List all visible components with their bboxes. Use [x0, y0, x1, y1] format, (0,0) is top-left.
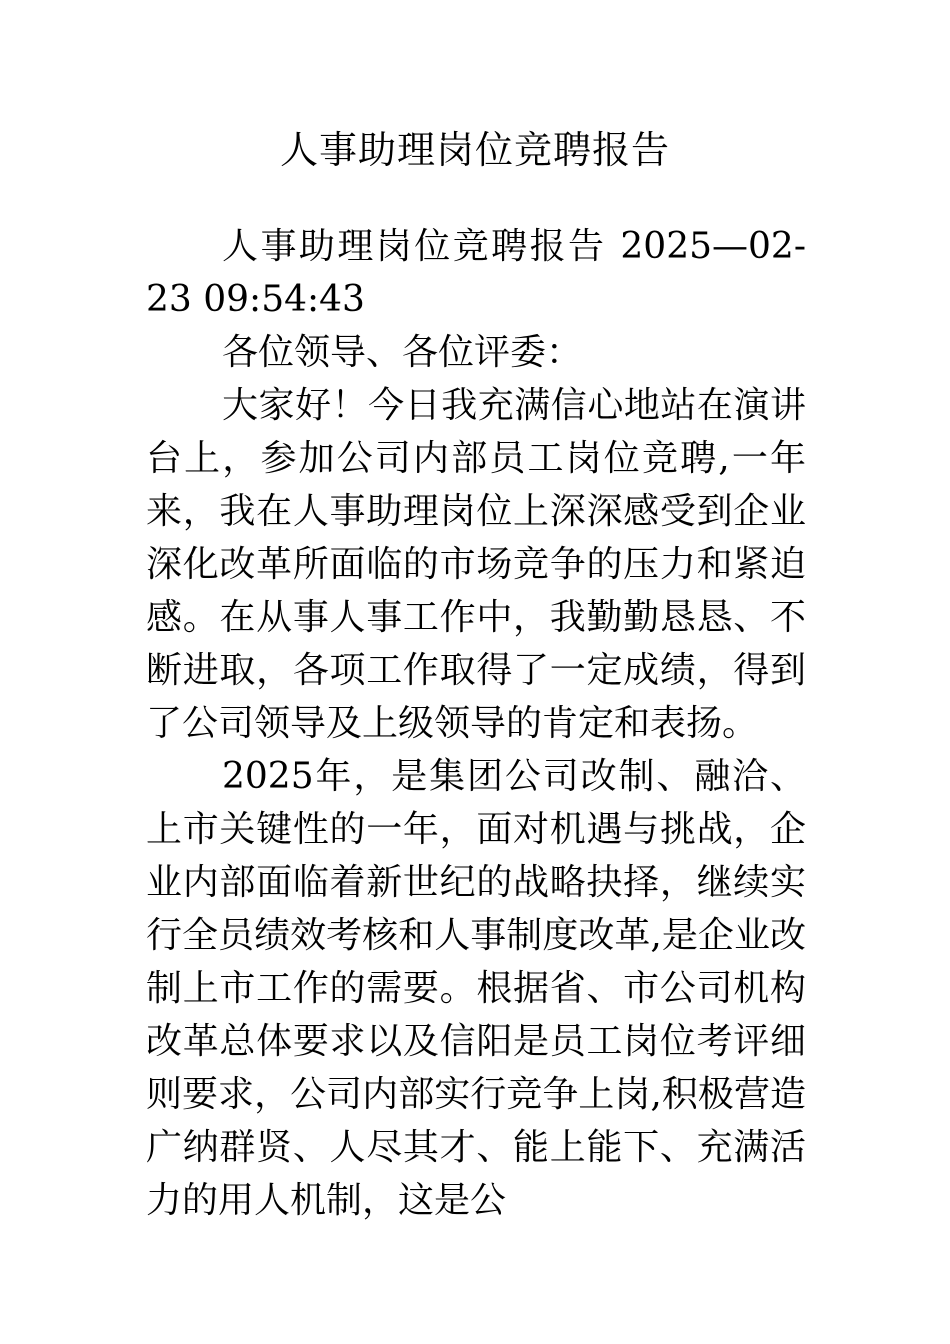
intro-paragraph: 大家好！今日我充满信心地站在演讲台上，参加公司内部员工岗位竞聘,一年来，我在人事助理岗位上深深感受到企业深化改革所面临的市场竞争的压力和紧迫感。在从事人事工作中，我勤勤恳恳、不断进取，各项工作取得了一定成绩，得到了公司领导及上级领导的肯定和表扬。 [146, 385, 806, 744]
context-paragraph: 2025年，是集团公司改制、融洽、上市关键性的一年，面对机遇与挑战，企业内部面临着新世纪的战略抉择，继续实行全员绩效考核和人事制度改革,是企业改制上市工作的需要。根据省、市公司机构改革总体要求以及信阳是员工岗位考评细则要求，公司内部实行竞争上岗,积极营造广纳群贤、人尽其才、能上能下、充满活力的用人机制，这是公 [146, 756, 806, 1221]
salutation-paragraph: 各位领导、各位评委： [222, 332, 583, 373]
document-body [146, 220, 806, 1227]
header-line-paragraph: 人事助理岗位竞聘报告 2025—02-23 09:54:43 [146, 226, 806, 320]
document-title: 人事助理岗位竞聘报告 [279, 128, 670, 172]
